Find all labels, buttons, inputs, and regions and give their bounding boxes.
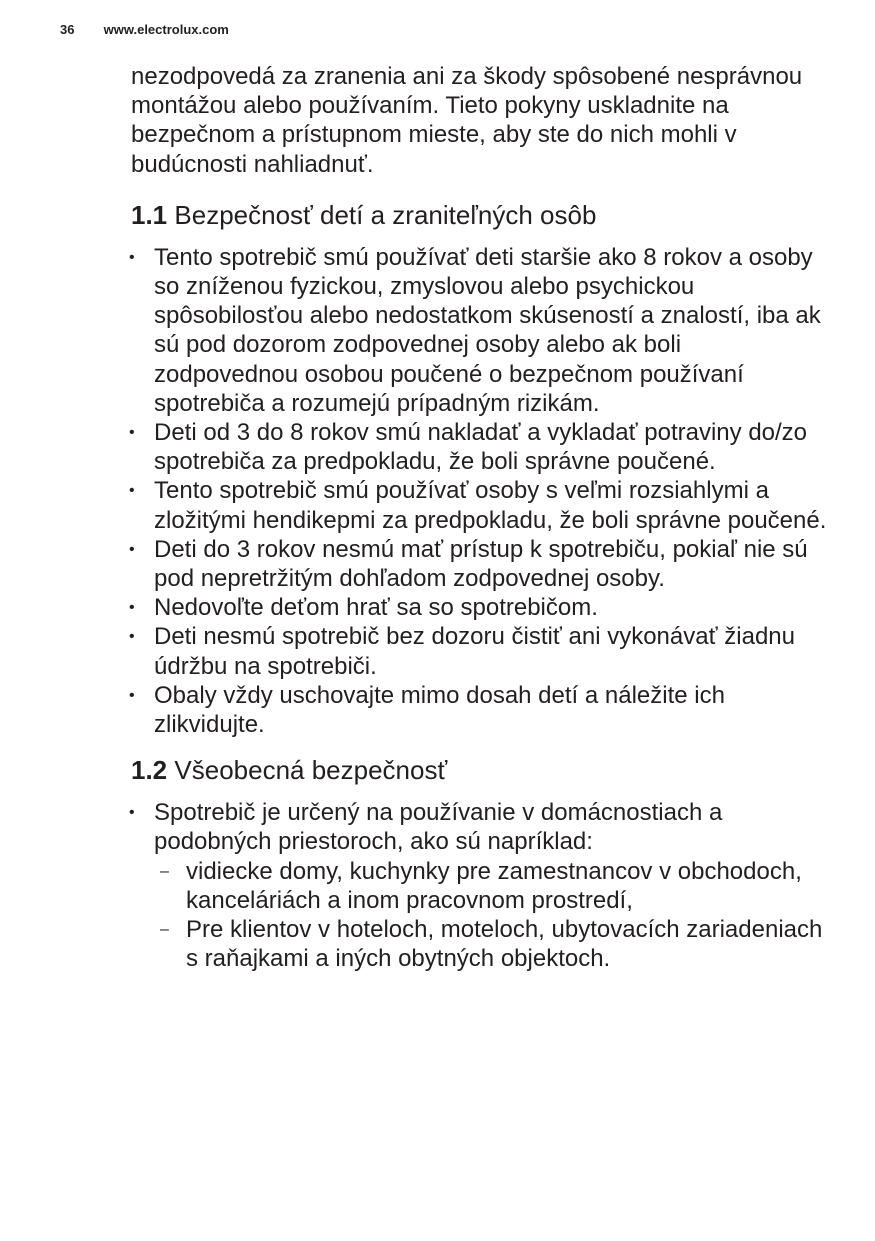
list-item-text: Deti do 3 rokov nesmú mať prístup k spotrebiču, pokiaľ nie sú pod nepretržitým dohľadom zodpovednej osoby.: [154, 535, 808, 593]
list-item-text: Obaly vždy uschovajte mimo dosah detí a náležite ich zlikvidujte.: [154, 681, 725, 739]
list-item-text: Tento spotrebič smú používať deti staršie ako 8 rokov a osoby so zníženou fyzickou, zmyslovou alebo psychickou spôsobilosťou alebo nedostatkom skúseností a znalostí, iba ak sú pod dozorom zodpovednej osoby alebo ak boli zodpovednou osobou poučené o bezpečnom používaní spotrebiča a rozumejú prípadným rizikám.: [154, 243, 821, 417]
bullet-icon: •: [129, 599, 135, 617]
page-content: [131, 62, 831, 973]
list-item: [131, 593, 831, 622]
sublist-item-text: Pre klientov v hoteloch, moteloch, ubytovacích zariadeniach s raňajkami a iných obytných objektoch.: [186, 916, 823, 973]
list-item: [131, 535, 831, 593]
child-safety-list: [131, 243, 831, 739]
list-item: [131, 418, 831, 476]
list-item: [131, 476, 831, 534]
page-header: [60, 22, 229, 37]
dash-icon: –: [160, 921, 169, 939]
bullet-icon: •: [129, 804, 135, 822]
general-safety-list: [131, 798, 831, 973]
section-number: 1.1: [131, 199, 168, 230]
bullet-icon: •: [129, 424, 135, 442]
section-number: 1.2: [131, 755, 168, 786]
list-item-text: Tento spotrebič smú používať osoby s veľmi rozsiahlymi a zložitými hendikepmi za predpokladu, že boli správne poučené.: [154, 477, 827, 534]
bullet-icon: •: [129, 540, 135, 558]
list-item-text: Nedovoľte deťom hrať sa so spotrebičom.: [154, 594, 598, 622]
page-number: 36: [60, 22, 75, 37]
bullet-icon: •: [129, 628, 135, 646]
list-item: [131, 243, 831, 418]
list-item: [131, 622, 831, 680]
list-item-text: Deti nesmú spotrebič bez dozoru čistiť ani vykonávať žiadnu údržbu na spotrebiči.: [154, 623, 795, 680]
section-heading-general-safety: [131, 754, 831, 786]
section-title: Bezpečnosť detí a zraniteľných osôb: [174, 199, 597, 230]
intro-paragraph: nezodpovedá za zranenia ani za škody spôsobené nesprávnou montážou alebo používaním. Tieto pokyny uskladnite na bezpečnom a prístupnom mieste, aby ste do nich mohli v budúcnosti nahliadnuť.: [131, 63, 803, 178]
list-item: [131, 681, 831, 739]
dash-icon: –: [160, 862, 169, 880]
sublist-item: [154, 857, 831, 915]
sublist-item-text: vidiecke domy, kuchynky pre zamestnancov v obchodoch, kanceláriách a inom pracovnom prostredí,: [186, 857, 802, 914]
section-title: Všeobecná bezpečnosť: [174, 755, 448, 786]
sublist-item: [154, 915, 831, 973]
list-item-text: Spotrebič je určený na používanie v domácnostiach a podobných priestoroch, ako sú napríklad:: [154, 799, 723, 856]
list-item: [131, 798, 831, 973]
website-url: www.electrolux.com: [103, 22, 229, 37]
bullet-icon: •: [129, 482, 135, 500]
bullet-icon: •: [129, 686, 135, 704]
section-heading-child-safety: [131, 199, 831, 231]
bullet-icon: •: [129, 248, 135, 266]
usage-locations-sublist: [154, 857, 831, 974]
list-item-text: Deti od 3 do 8 rokov smú nakladať a vykladať potraviny do/zo spotrebiča za predpokladu, že boli správne poučené.: [154, 419, 808, 476]
